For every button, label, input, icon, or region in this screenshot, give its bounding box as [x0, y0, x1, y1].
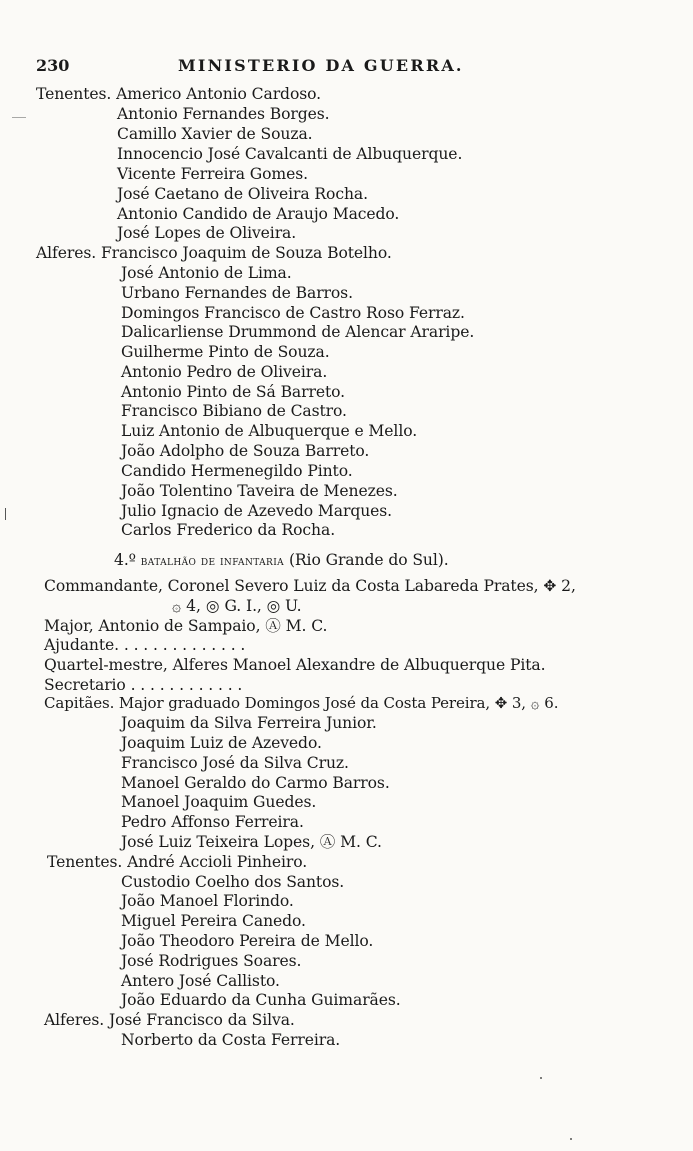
- roster-line: Tenentes. Americo Antonio Cardoso.: [36, 85, 322, 103]
- roster-line: Pedro Affonso Ferreira.: [121, 813, 304, 831]
- roster-line: Ajudante. . . . . . . . . . . . . .: [44, 636, 246, 654]
- roster-line: José Luiz Teixeira Lopes, Ⓐ M. C.: [121, 833, 382, 851]
- roster-line: ۞ 4, ◎ G. I., ◎ U.: [172, 597, 302, 615]
- roster-line: José Antonio de Lima.: [121, 264, 292, 282]
- page-number: 230: [36, 56, 70, 75]
- scan-mark: [540, 1077, 542, 1079]
- roster-line: Manoel Joaquim Guedes.: [121, 793, 317, 811]
- roster-line: Antonio Candido de Araujo Macedo.: [117, 205, 400, 223]
- roster-line: Domingos Francisco de Castro Roso Ferraz.: [121, 304, 465, 322]
- roster-line: Joaquim da Silva Ferreira Junior.: [121, 714, 377, 732]
- roster-line: José Rodrigues Soares.: [121, 952, 302, 970]
- roster-line: Antero José Callisto.: [121, 972, 280, 990]
- roster-line: Norberto da Costa Ferreira.: [121, 1031, 341, 1049]
- roster-line: José Caetano de Oliveira Rocha.: [117, 185, 368, 203]
- roster-line: Miguel Pereira Canedo.: [121, 912, 306, 930]
- roster-line: Custodio Coelho dos Santos.: [121, 873, 345, 891]
- scan-mark: [5, 508, 6, 520]
- roster-line: Carlos Frederico da Rocha.: [121, 521, 336, 539]
- roster-line: Antonio Fernandes Borges.: [117, 105, 330, 123]
- roster-line: José Lopes de Oliveira.: [117, 224, 297, 242]
- roster-line: João Manoel Florindo.: [121, 892, 294, 910]
- roster-line: Innocencio José Cavalcanti de Albuquerque.: [117, 145, 463, 163]
- section-heading: [114, 551, 449, 571]
- roster-line: Francisco José da Silva Cruz.: [121, 754, 349, 772]
- roster-line: Joaquim Luiz de Azevedo.: [121, 734, 322, 752]
- roster-line: Alferes. José Francisco da Silva.: [44, 1011, 295, 1029]
- roster-line: Commandante, Coronel Severo Luiz da Costa Labareda Prates, ✥ 2,: [44, 577, 576, 595]
- roster-line: Antonio Pinto de Sá Barreto.: [121, 383, 346, 401]
- running-title: MINISTERIO DA GUERRA.: [178, 56, 464, 75]
- roster-line: Luiz Antonio de Albuquerque e Mello.: [121, 422, 418, 440]
- roster-line: Capitães. Major graduado Domingos José da Costa Pereira, ✥ 3, ۞ 6.: [44, 694, 559, 712]
- roster-line: Quartel-mestre, Alferes Manoel Alexandre de Albuquerque Pita.: [44, 656, 546, 674]
- roster-line: Julio Ignacio de Azevedo Marques.: [121, 502, 393, 520]
- roster-line: Camillo Xavier de Souza.: [117, 125, 313, 143]
- roster-line: Tenentes. André Accioli Pinheiro.: [47, 853, 308, 871]
- roster-line: Dalicarliense Drummond de Alencar Araripe.: [121, 323, 475, 341]
- battalion-region: (Rio Grande do Sul).: [288, 551, 449, 569]
- battalion-type: batalhão de infantaria: [140, 554, 285, 569]
- scan-mark: [570, 1138, 572, 1140]
- roster-line: João Adolpho de Souza Barreto.: [121, 442, 370, 460]
- roster-line: João Tolentino Taveira de Menezes.: [121, 482, 398, 500]
- roster-line: João Theodoro Pereira de Mello.: [121, 932, 374, 950]
- roster-line: Urbano Fernandes de Barros.: [121, 284, 353, 302]
- roster-line: Guilherme Pinto de Souza.: [121, 343, 330, 361]
- roster-line: Secretario . . . . . . . . . . . .: [44, 676, 243, 694]
- battalion-number: 4.º: [114, 551, 136, 569]
- roster-line: Manoel Geraldo do Carmo Barros.: [121, 774, 390, 792]
- roster-line: Alferes. Francisco Joaquim de Souza Botelho.: [36, 244, 392, 262]
- roster-line: Antonio Pedro de Oliveira.: [121, 363, 328, 381]
- roster-line: Candido Hermenegildo Pinto.: [121, 462, 353, 480]
- roster-line: Francisco Bibiano de Castro.: [121, 402, 347, 420]
- roster-line: João Eduardo da Cunha Guimarães.: [121, 991, 401, 1009]
- roster-line: Vicente Ferreira Gomes.: [117, 165, 308, 183]
- roster-line: Major, Antonio de Sampaio, Ⓐ M. C.: [44, 617, 328, 635]
- scan-mark: [12, 117, 26, 118]
